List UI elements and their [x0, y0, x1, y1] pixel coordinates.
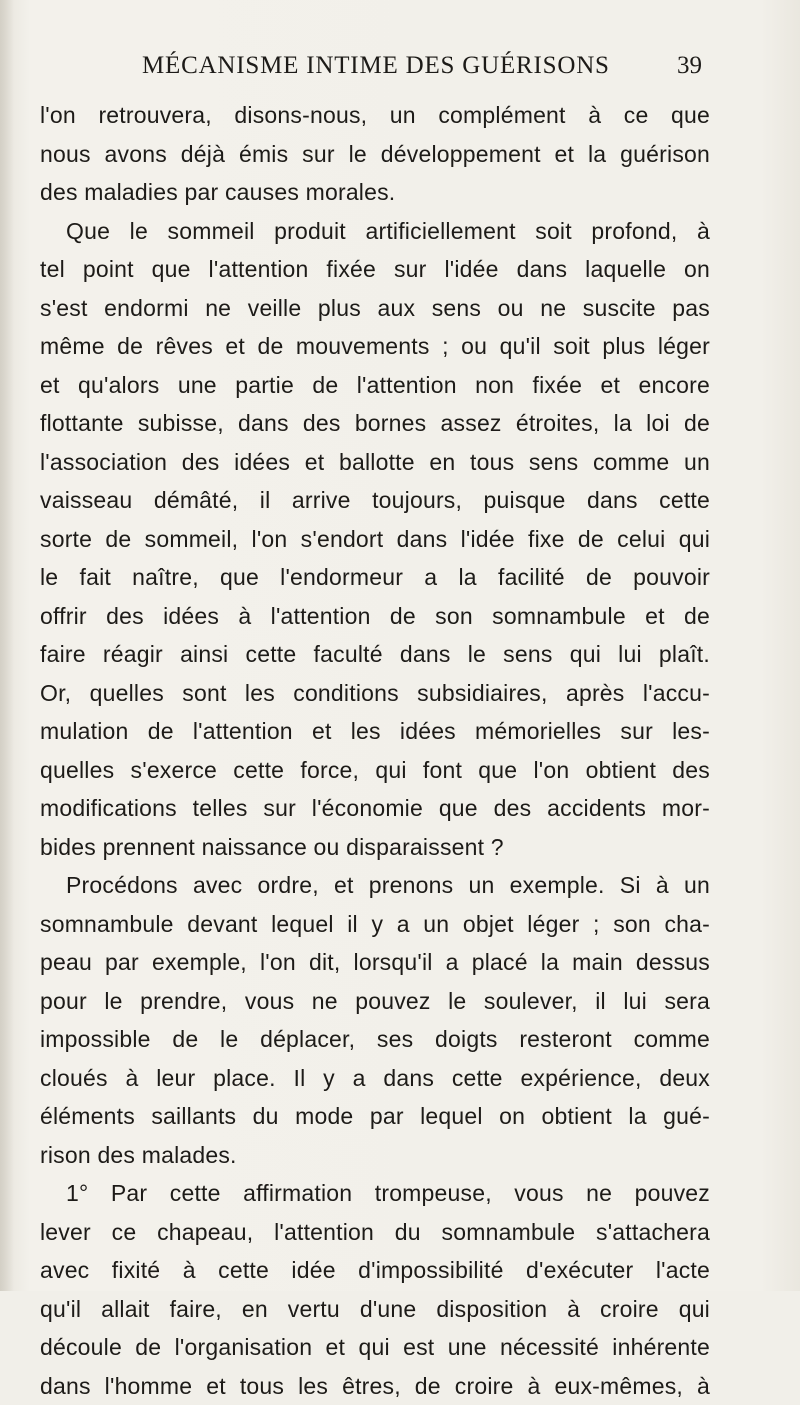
paragraph: [40, 866, 710, 1174]
text-line: 1° Par cette affirmation trompeuse, vous ne pouvez: [40, 1174, 710, 1213]
page-number: 39: [677, 52, 702, 80]
text-line: Que le sommeil produit artificiellement soit profond, à: [40, 212, 710, 251]
text-line: découle de l'organisation et qui est une nécessité inhérente: [40, 1328, 710, 1367]
text-line: dans l'homme et tous les êtres, de croire à eux-mêmes, à: [40, 1367, 710, 1405]
text-line: même de rêves et de mouvements ; ou qu'il soit plus léger: [40, 327, 710, 366]
text-line: l'on retrouvera, disons-nous, un complément à ce que: [40, 96, 710, 135]
text-line: faire réagir ainsi cette faculté dans le sens qui lui plaît.: [40, 635, 710, 674]
text-line: vaisseau démâté, il arrive toujours, puisque dans cette: [40, 481, 710, 520]
text-line: somnambule devant lequel il y a un objet léger ; son cha-: [40, 905, 710, 944]
text-line: mulation de l'attention et les idées mémorielles sur les-: [40, 712, 710, 751]
body-text: [40, 96, 710, 1405]
text-line: rison des malades.: [40, 1136, 710, 1175]
paragraph: [40, 96, 710, 212]
text-line: sorte de sommeil, l'on s'endort dans l'idée fixe de celui qui: [40, 520, 710, 559]
page-gutter-shadow: [0, 0, 14, 1291]
text-line: nous avons déjà émis sur le développement et la guérison: [40, 135, 710, 174]
text-line: avec fixité à cette idée d'impossibilité d'exécuter l'acte: [40, 1251, 710, 1290]
text-line: qu'il allait faire, en vertu d'une disposition à croire qui: [40, 1290, 710, 1329]
paragraph: [40, 212, 710, 867]
text-line: l'association des idées et ballotte en tous sens comme un: [40, 443, 710, 482]
text-line: Procédons avec ordre, et prenons un exemple. Si à un: [40, 866, 710, 905]
text-line: impossible de le déplacer, ses doigts resteront comme: [40, 1020, 710, 1059]
text-line: Or, quelles sont les conditions subsidiaires, après l'accu-: [40, 674, 710, 713]
text-line: quelles s'exerce cette force, qui font que l'on obtient des: [40, 751, 710, 790]
text-line: bides prennent naissance ou disparaissent ?: [40, 828, 710, 867]
text-line: peau par exemple, l'on dit, lorsqu'il a placé la main dessus: [40, 943, 710, 982]
text-line: s'est endormi ne veille plus aux sens ou ne suscite pas: [40, 289, 710, 328]
text-line: éléments saillants du mode par lequel on obtient la gué-: [40, 1097, 710, 1136]
text-line: tel point que l'attention fixée sur l'idée dans laquelle on: [40, 250, 710, 289]
text-line: des maladies par causes morales.: [40, 173, 710, 212]
text-line: lever ce chapeau, l'attention du somnambule s'attachera: [40, 1213, 710, 1252]
text-line: modifications telles sur l'économie que des accidents mor-: [40, 789, 710, 828]
page-header: [142, 52, 702, 88]
text-line: flottante subisse, dans des bornes assez étroites, la loi de: [40, 404, 710, 443]
running-title: MÉCANISME INTIME DES GUÉRISONS: [142, 52, 610, 80]
text-line: cloués à leur place. Il y a dans cette expérience, deux: [40, 1059, 710, 1098]
text-line: offrir des idées à l'attention de son somnambule et de: [40, 597, 710, 636]
text-line: pour le prendre, vous ne pouvez le soulever, il lui sera: [40, 982, 710, 1021]
text-line: le fait naître, que l'endormeur a la facilité de pouvoir: [40, 558, 710, 597]
text-line: et qu'alors une partie de l'attention non fixée et encore: [40, 366, 710, 405]
paragraph: [40, 1174, 710, 1405]
